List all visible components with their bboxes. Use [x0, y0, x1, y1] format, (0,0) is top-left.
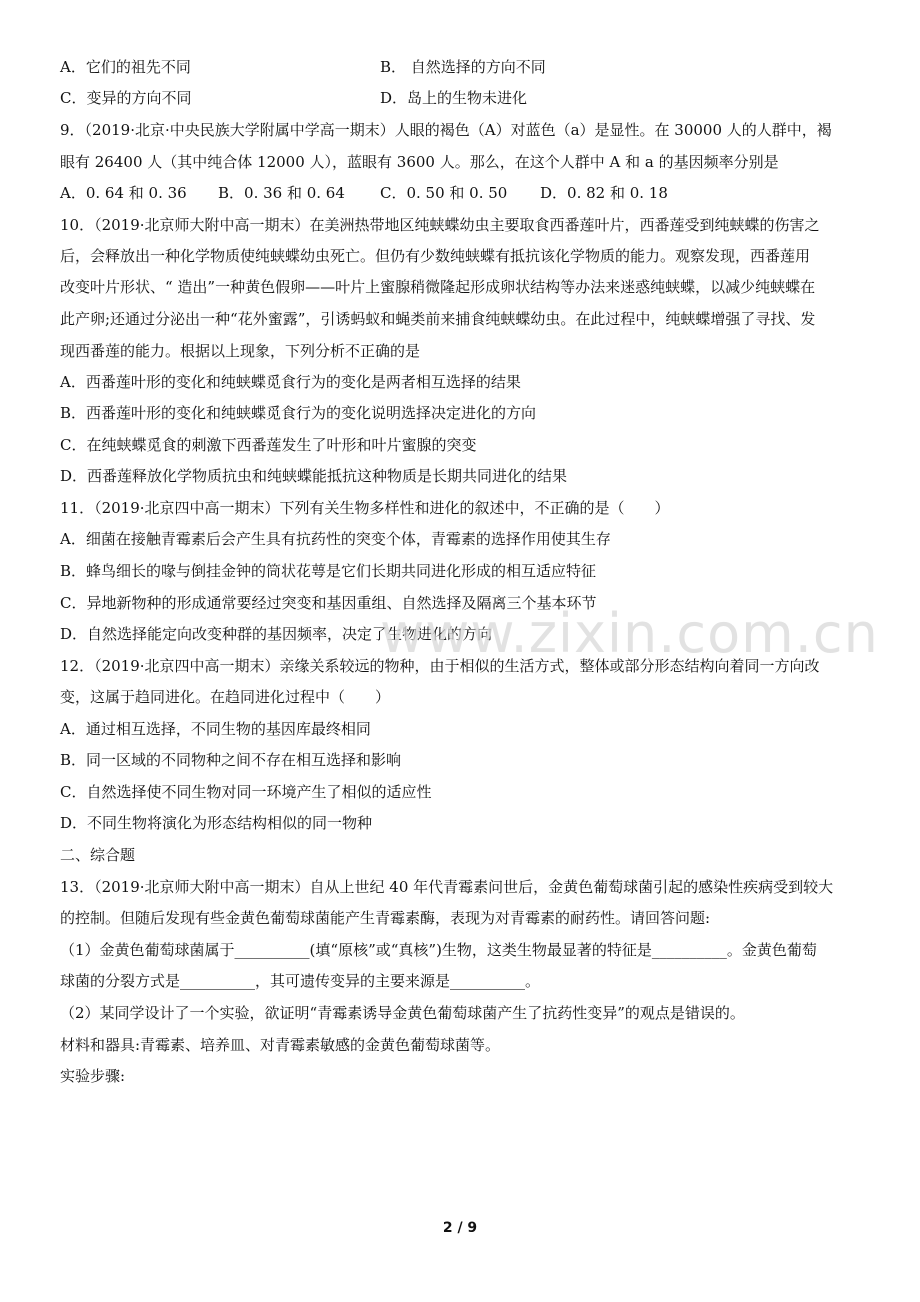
- q9-option-c: C．0. 50 和 0. 50: [380, 184, 508, 202]
- q12-option-d: D．不同生物将演化为形态结构相似的同一物种: [60, 814, 373, 832]
- section-heading: 二、综合题: [60, 846, 136, 864]
- page-number: 2 / 9: [442, 1220, 478, 1236]
- q8-option-d: D．岛上的生物未进化: [380, 89, 528, 107]
- q12-stem-line-1: 12．（2019·北京四中高一期末）亲缘关系较远的物种，由于相似的生活方式，整体或部分形态结构向着同一方向改: [60, 657, 820, 675]
- q13-part1-line-2: 球菌的分裂方式是__________，其可遗传变异的主要来源是__________。: [60, 972, 541, 990]
- q13-steps-label: 实验步骤:: [60, 1067, 126, 1085]
- q9-stem-line-1: 9．（2019·北京·中央民族大学附属中学高一期末）人眼的褐色（A）对蓝色（a）是显性。在 30000 人的人群中，褐: [60, 121, 832, 139]
- q13-part1-line-1: （1）金黄色葡萄球菌属于__________(填“原核”或“真核”)生物，这类生物最显著的特征是__________。金黄色葡萄: [60, 941, 817, 959]
- q9-stem-line-2: 眼有 26400 人（其中纯合体 12000 人），蓝眼有 3600 人。那么，在这个人群中 A 和 a 的基因频率分别是: [60, 153, 779, 171]
- q12-option-a: A．通过相互选择，不同生物的基因库最终相同: [60, 720, 371, 738]
- q10-option-c: C．在纯蛱蝶觅食的刺激下西番莲发生了叶形和叶片蜜腺的突变: [60, 436, 477, 454]
- q10-stem-line-1: 10．（2019·北京师大附中高一期末）在美洲热带地区纯蛱蝶幼虫主要取食西番莲叶片，西番莲受到纯蛱蝶的伤害之: [60, 216, 820, 234]
- q9-option-d: D．0. 82 和 0. 18: [540, 184, 668, 202]
- q13-part2: （2）某同学设计了一个实验，欲证明“青霉素诱导金黄色葡萄球菌产生了抗药性变异”的观点是错误的。: [60, 1004, 745, 1022]
- q12-option-c: C．自然选择使不同生物对同一环境产生了相似的适应性: [60, 783, 432, 801]
- q11-option-d: D．自然选择能定向改变种群的基因频率，决定了生物进化的方向: [60, 625, 493, 643]
- q11-option-a: A．细菌在接触青霉素后会产生具有抗药性的突变个体，青霉素的选择作用使其生存: [60, 530, 611, 548]
- q10-option-d: D．西番莲释放化学物质抗虫和纯蛱蝶能抵抗这种物质是长期共同进化的结果: [60, 467, 568, 485]
- q8-option-c: C．变异的方向不同: [60, 89, 192, 107]
- q11-option-c: C．异地新物种的形成通常要经过突变和基因重组、自然选择及隔离三个基本环节: [60, 594, 597, 612]
- q9-option-a: A．0. 64 和 0. 36: [60, 184, 187, 202]
- q12-stem-line-2: 变，这属于趋同进化。在趋同进化过程中（ ）: [60, 688, 391, 706]
- q11-option-b: B．蜂鸟细长的喙与倒挂金钟的筒状花萼是它们长期共同进化形成的相互适应特征: [60, 562, 597, 580]
- q12-option-b: B．同一区域的不同物种之间不存在相互选择和影响: [60, 751, 402, 769]
- q13-stem-line-1: 13．（2019·北京师大附中高一期末）自从上世纪 40 年代青霉素问世后，金黄色葡萄球菌引起的感染性疾病受到较大: [60, 878, 834, 896]
- q10-option-b: B．西番莲叶形的变化和纯蛱蝶觅食行为的变化说明选择决定进化的方向: [60, 404, 537, 422]
- q9-option-b: B．0. 36 和 0. 64: [218, 184, 345, 202]
- q13-stem-line-2: 的控制。但随后发现有些金黄色葡萄球菌能产生青霉素酶，表现为对青霉素的耐药性。请回答问题:: [60, 909, 711, 927]
- watermark: www.zixin.com.cn: [380, 602, 879, 665]
- q10-stem-line-4: 此产卵;还通过分泌出一种“花外蜜露”，引诱蚂蚁和蝇类前来捕食纯蛱蝶幼虫。在此过程中，纯蛱蝶增强了寻找、发: [60, 310, 816, 328]
- q10-stem-line-3: 改变叶片形状、“ 造出”一种黄色假卵——叶片上蜜腺稍微隆起形成卵状结构等办法来迷惑纯蛱蝶，以减少纯蛱蝶在: [60, 278, 816, 296]
- q10-option-a: A．西番莲叶形的变化和纯蛱蝶觅食行为的变化是两者相互选择的结果: [60, 373, 521, 391]
- q10-stem-line-2: 后，会释放出一种化学物质使纯蛱蝶幼虫死亡。但仍有少数纯蛱蝶有抵抗该化学物质的能力。观察发现，西番莲用: [60, 247, 811, 265]
- q8-option-b: B． 自然选择的方向不同: [380, 58, 546, 76]
- q13-materials: 材料和器具:青霉素、培养皿、对青霉素敏感的金黄色葡萄球菌等。: [60, 1036, 501, 1054]
- q11-stem: 11．（2019·北京四中高一期末）下列有关生物多样性和进化的叙述中，不正确的是（ ）: [60, 499, 670, 517]
- q8-option-a: A．它们的祖先不同: [60, 58, 191, 76]
- q10-stem-line-5: 现西番莲的能力。根据以上现象，下列分析不正确的是: [60, 342, 421, 360]
